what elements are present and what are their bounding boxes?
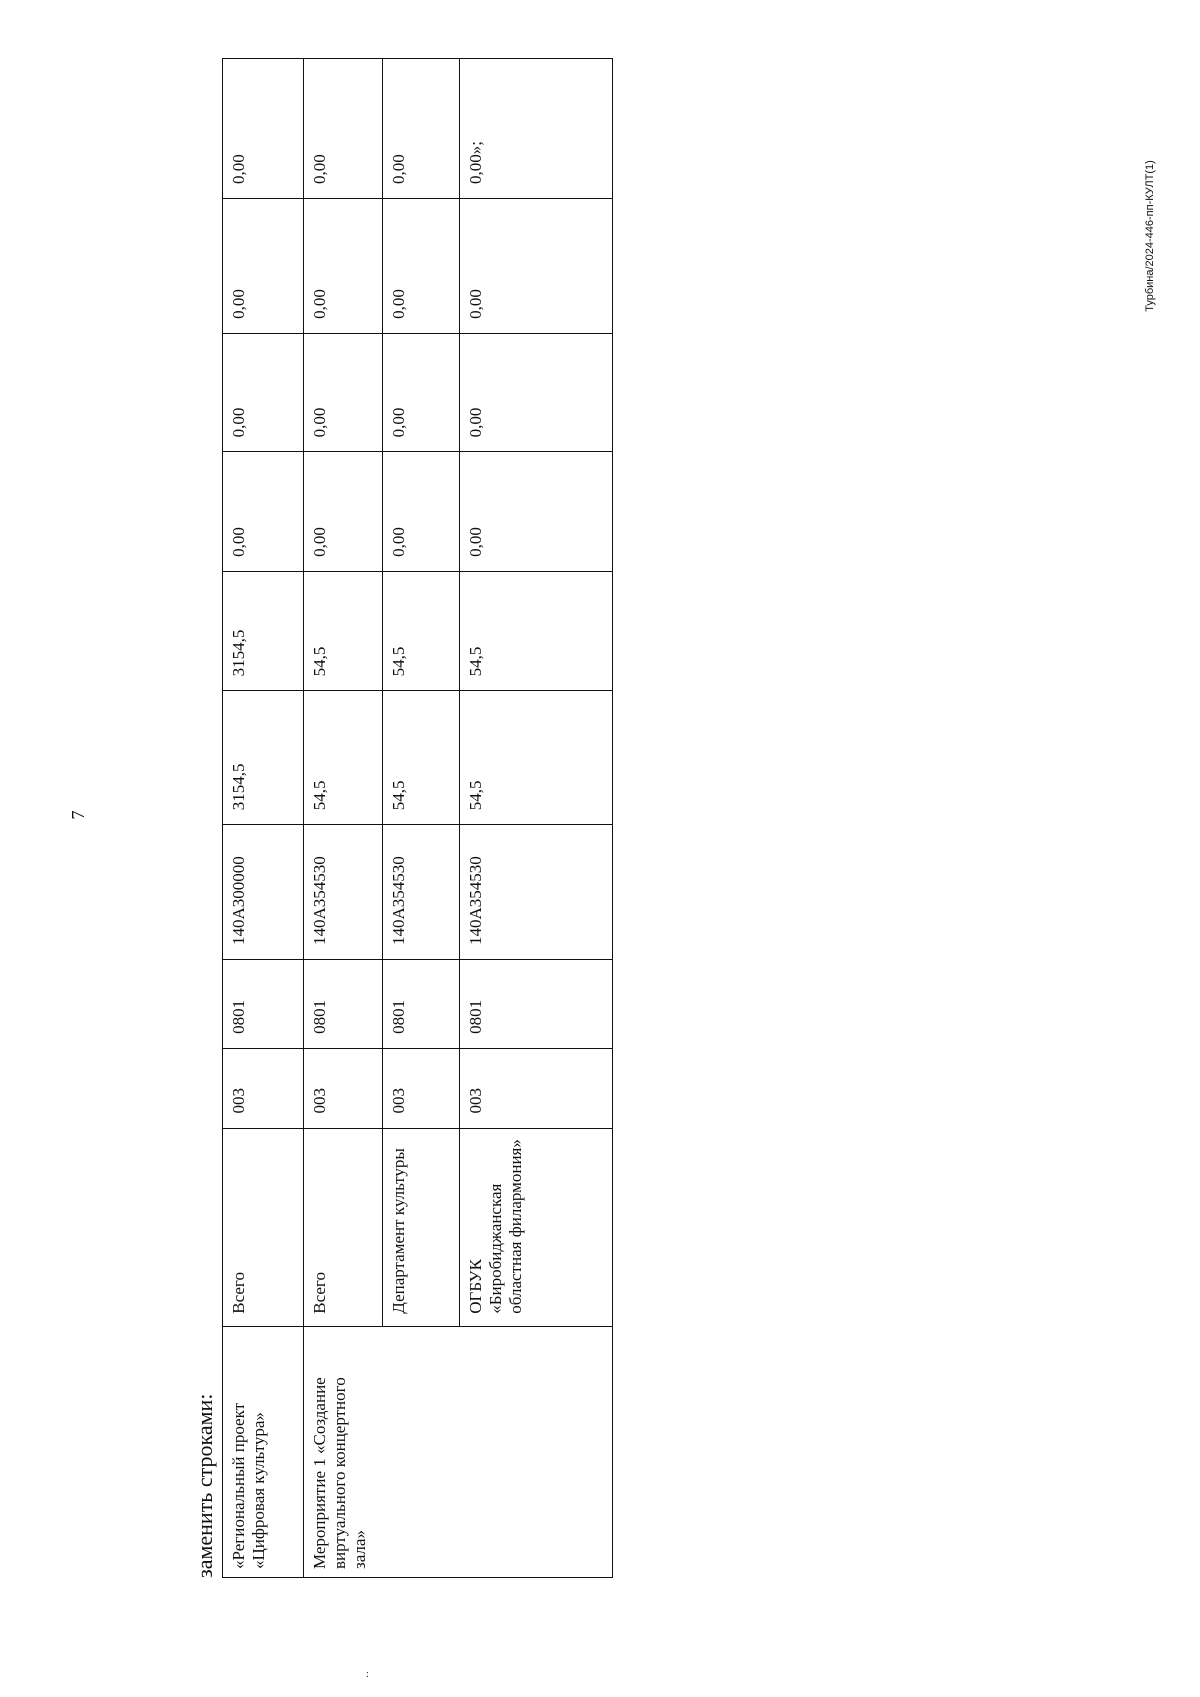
value-cell: 54,5: [304, 691, 383, 825]
rotated-content: [188, 58, 608, 1578]
value-cell: 0,00: [460, 452, 613, 572]
executor-cell: Всего: [304, 1128, 383, 1326]
value-cell: 0,00: [383, 333, 460, 451]
value-cell: 0,00: [460, 333, 613, 451]
value-cell: 54,5: [460, 691, 613, 825]
grbs-cell: 003: [383, 1048, 460, 1128]
value-cell: 0,00: [304, 199, 383, 334]
value-cell: 3154,5: [223, 691, 304, 825]
value-cell: 0,00: [383, 199, 460, 334]
csr-cell: 140А354530: [460, 825, 613, 960]
value-cell: 0,00: [304, 333, 383, 451]
value-cell: 54,5: [304, 571, 383, 691]
budget-table: [222, 58, 613, 1578]
value-cell: 3154,5: [223, 571, 304, 691]
rzpr-cell: 0801: [304, 960, 383, 1049]
rzpr-cell: 0801: [223, 960, 304, 1049]
value-cell: 0,00: [460, 199, 613, 334]
value-cell: 0,00»;: [460, 59, 613, 199]
grbs-cell: 003: [223, 1048, 304, 1128]
value-cell: 0,00: [223, 333, 304, 451]
csr-cell: 140А300000: [223, 825, 304, 960]
value-cell: 0,00: [304, 59, 383, 199]
executor-cell: Департамент культуры: [383, 1128, 460, 1326]
intro-text: заменить строками:: [192, 1393, 217, 1578]
rzpr-cell: 0801: [383, 960, 460, 1049]
page-number: 7: [68, 810, 88, 820]
csr-cell: 140А354530: [383, 825, 460, 960]
rzpr-cell: 0801: [460, 960, 613, 1049]
grbs-cell: 003: [460, 1048, 613, 1128]
value-cell: 0,00: [223, 452, 304, 572]
executor-cell: Всего: [223, 1128, 304, 1326]
value-cell: 0,00: [223, 59, 304, 199]
stray-mark: :: [366, 1669, 369, 1680]
value-cell: 0,00: [383, 452, 460, 572]
value-cell: 0,00: [223, 199, 304, 334]
csr-cell: 140А354530: [304, 825, 383, 960]
table-row: [304, 59, 383, 1578]
grbs-cell: 003: [304, 1048, 383, 1128]
value-cell: 0,00: [304, 452, 383, 572]
value-cell: 54,5: [383, 571, 460, 691]
document-id: Турбина/2024-446-пп-КУЛТ(1): [1144, 160, 1156, 312]
value-cell: 54,5: [383, 691, 460, 825]
value-cell: 0,00: [383, 59, 460, 199]
executor-cell: ОГБУК «Биробиджанская областная филармония»: [460, 1128, 613, 1326]
table-row: [223, 59, 304, 1578]
value-cell: 54,5: [460, 571, 613, 691]
program-name-cell: Мероприятие 1 «Создание виртуального концертного зала»: [304, 1326, 613, 1577]
program-name-cell: «Региональный проект «Цифровая культура»: [223, 1326, 304, 1577]
